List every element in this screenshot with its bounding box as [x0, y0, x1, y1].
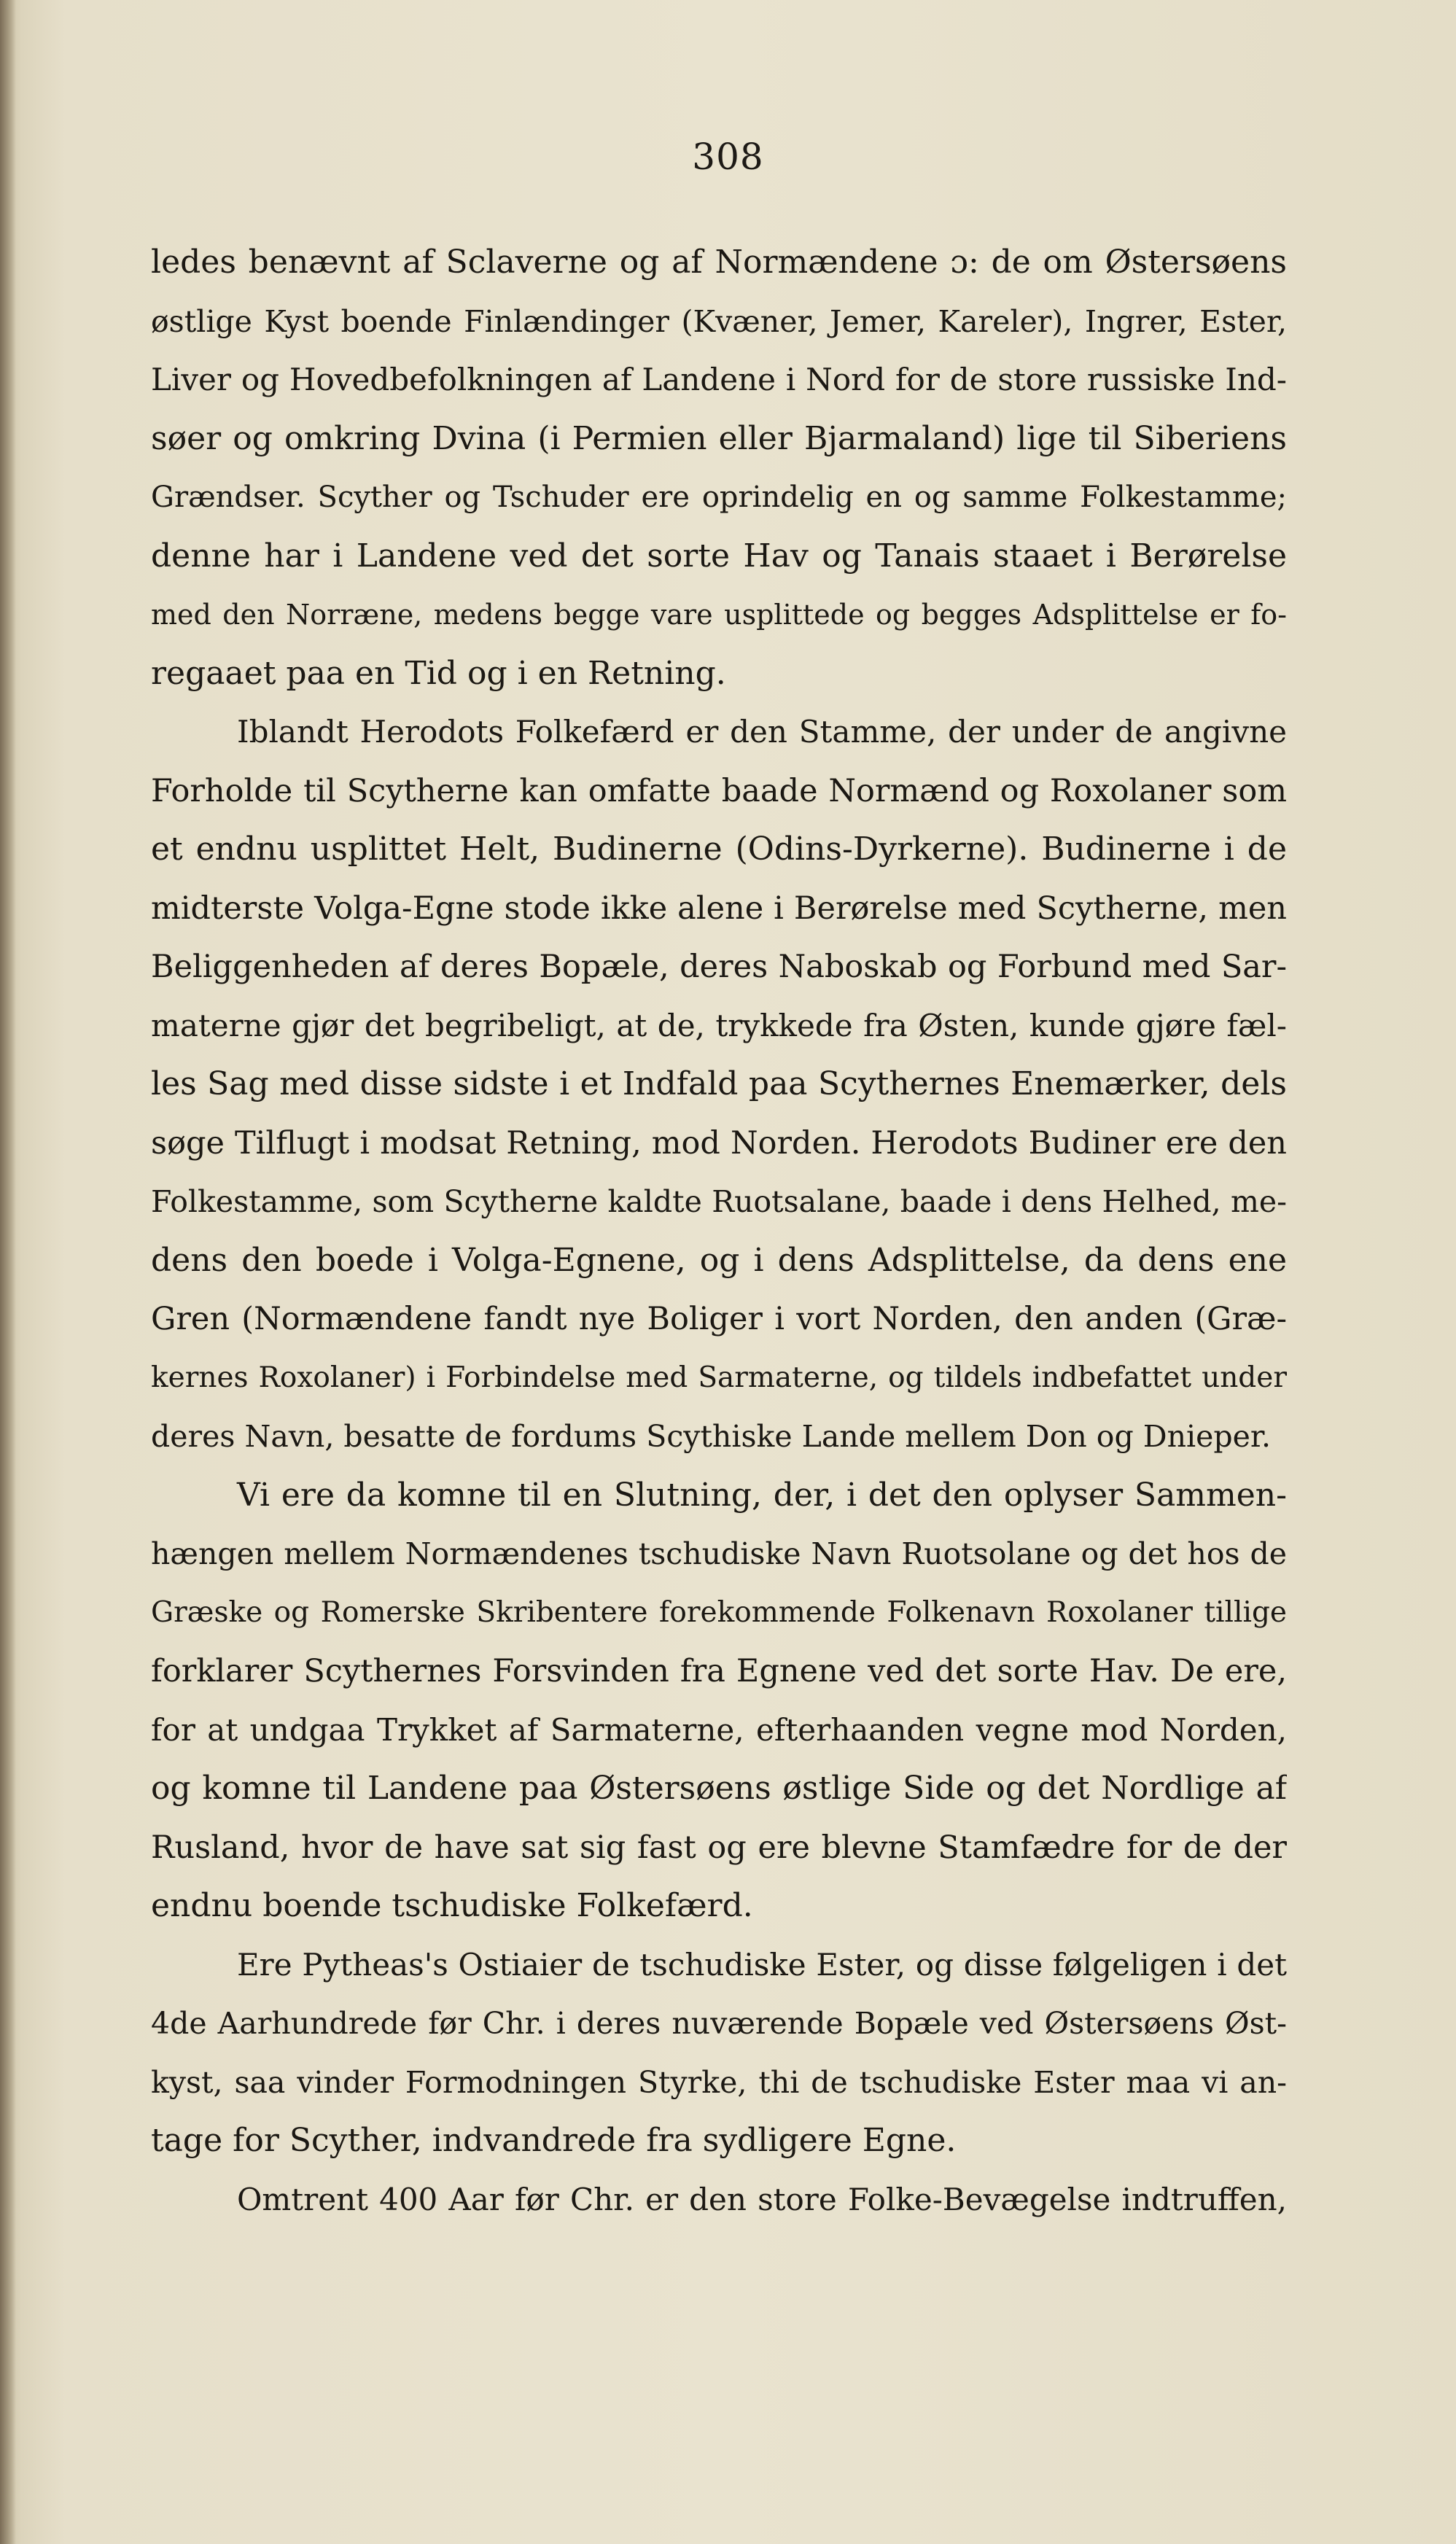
text-line: tage for Scyther, indvandrede fra sydligere Egne. — [151, 2122, 957, 2159]
text-line: les Sag med disse sidste i et Indfald paa Scythernes Enemærker, dels — [151, 1065, 1287, 1102]
text-line: dens den boede i Volga-Egnene, og i dens Adsplittelse, da dens ene — [151, 1241, 1287, 1279]
text-line: Folkestamme, som Scytherne kaldte Ruotsalane, baade i dens Helhed, me- — [151, 1184, 1287, 1219]
body-text — [151, 233, 1287, 2229]
text-line: Græske og Romerske Skribentere forekommende Folkenavn Roxolaner tillige — [151, 1595, 1287, 1629]
text-line: med den Norræne, medens begge vare usplittede og begges Adsplittelse er fo- — [151, 599, 1287, 631]
text-line: hængen mellem Normændenes tschudiske Navn Ruotsolane og det hos de — [151, 1536, 1287, 1571]
text-line: Beliggenheden af deres Bopæle, deres Naboskab og Forbund med Sar- — [151, 949, 1287, 985]
text-line: et endnu usplittet Helt, Budinerne (Odins-Dyrkerne). Budinerne i de — [151, 831, 1287, 868]
text-line: midterste Volga-Egne stode ikke alene i Berørelse med Scytherne, men — [151, 890, 1287, 927]
text-line: søge Tilflugt i modsat Retning, mod Norden. Herodots Budiner ere den — [151, 1124, 1287, 1162]
text-line: Liver og Hovedbefolkningen af Landene i Nord for de store russiske Ind- — [151, 362, 1287, 397]
text-line: regaaet paa en Tid og i en Retning. — [151, 654, 726, 692]
page-number: 308 — [692, 136, 764, 178]
text-line: Omtrent 400 Aar før Chr. er den store Folke-Bevægelse indtruffen, — [237, 2181, 1287, 2217]
text-line: forklarer Scythernes Forsvinden fra Egnene ved det sorte Hav. De ere, — [151, 1653, 1287, 1689]
text-line: Vi ere da komne til en Slutning, der, i det den oplyser Sammen- — [237, 1476, 1287, 1514]
text-line: Ere Pytheas's Ostiaier de tschudiske Ester, og disse følgeligen i det — [237, 1946, 1287, 1983]
text-line: deres Navn, besatte de fordums Scythiske Lande mellem Don og Dnieper. — [151, 1419, 1272, 1454]
text-line: materne gjør det begribeligt, at de, trykkede fra Østen, kunde gjøre fæl- — [151, 1007, 1287, 1043]
text-line: østlige Kyst boende Finlændinger (Kvæner, Jemer, Kareler), Ingrer, Ester, — [151, 303, 1287, 339]
text-line: Grændser. Scyther og Tschuder ere oprindelig en og samme Folkestamme; — [151, 481, 1287, 514]
text-line: endnu boende tschudiske Folkefærd. — [151, 1887, 753, 1924]
text-line: kyst, saa vinder Formodningen Styrke, thi de tschudiske Ester maa vi an- — [151, 2064, 1287, 2100]
text-line: Gren (Normændene fandt nye Boliger i vort Norden, den anden (Græ- — [151, 1301, 1287, 1337]
text-line: Rusland, hvor de have sat sig fast og ere blevne Stamfædre for de der — [151, 1829, 1287, 1866]
text-line: ledes benævnt af Sclaverne og af Normændene ɔ: de om Østersøens — [151, 244, 1287, 281]
text-line: 4de Aarhundrede før Chr. i deres nuværende Bopæle ved Østersøens Øst- — [151, 2006, 1287, 2041]
text-line: søer og omkring Dvina (i Permien eller Bjarmaland) lige til Siberiens — [151, 419, 1287, 457]
text-line: for at undgaa Trykket af Sarmaterne, efterhaanden vegne mod Norden, — [151, 1711, 1287, 1748]
text-line: kernes Roxolaner) i Forbindelse med Sarmaterne, og tildels indbefattet under — [151, 1361, 1287, 1394]
text-line: Forholde til Scytherne kan omfatte baade Normænd og Roxolaner som — [151, 772, 1287, 809]
text-line: Iblandt Herodots Folkefærd er den Stamme, der under de angivne — [237, 714, 1287, 750]
text-line: og komne til Landene paa Østersøens østlige Side og det Nordlige af — [151, 1770, 1287, 1807]
text-line: denne har i Landene ved det sorte Hav og Tanais staaet i Berørelse — [151, 537, 1287, 575]
